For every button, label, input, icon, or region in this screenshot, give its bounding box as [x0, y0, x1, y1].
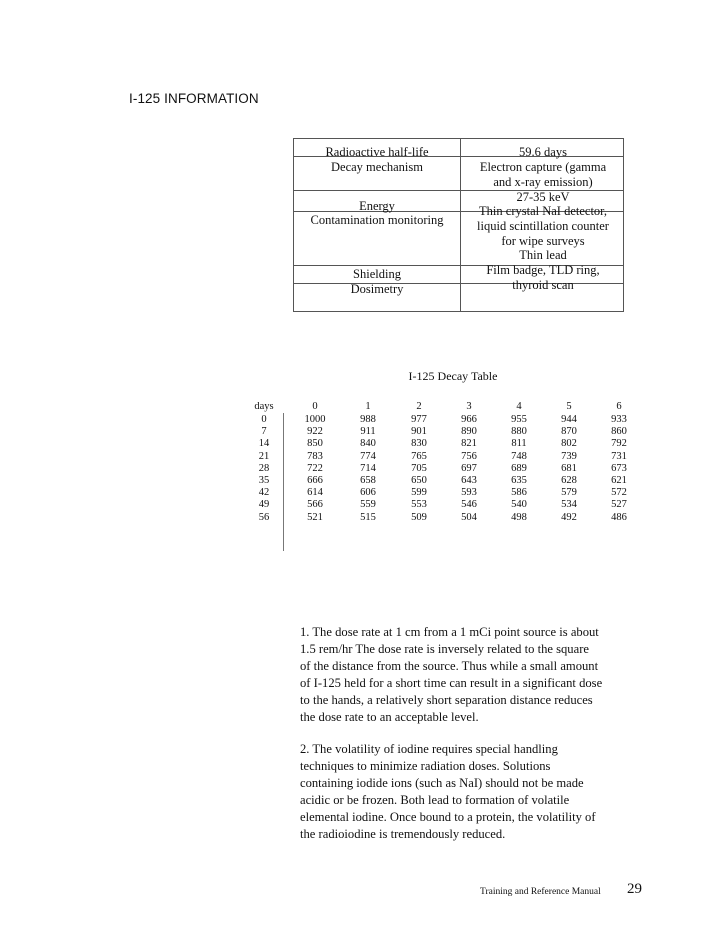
note-line: elemental iodine. Once bound to a protein, the volatility of	[300, 810, 596, 824]
decay-value-cell: 527	[611, 499, 627, 511]
decay-value-cell: 802	[561, 438, 577, 450]
days-cell: 21	[258, 450, 270, 462]
decay-value-cell: 811	[511, 438, 527, 450]
decay-value-cell: 901	[411, 426, 427, 438]
decay-value-cell: 722	[307, 462, 323, 474]
note-line: 1.5 rem/hr The dose rate is inversely related to the square	[300, 642, 589, 656]
column-header: 5	[566, 401, 572, 412]
page-number: 29	[627, 881, 642, 897]
decay-value-cell: 792	[611, 438, 627, 450]
decay-value-cell: 593	[461, 487, 477, 499]
decay-value-cell: 765	[411, 450, 427, 462]
note-dose-rate	[300, 624, 630, 726]
note-line: techniques to minimize radiation doses. Solutions	[300, 759, 551, 773]
decay-table-title: I-125 Decay Table	[408, 369, 498, 383]
page-heading: I-125 INFORMATION	[129, 91, 259, 106]
decay-value-cell: 599	[411, 487, 427, 499]
decay-value-cell: 966	[461, 414, 477, 425]
column-header: 1	[365, 401, 371, 412]
decay-value-cell: 666	[307, 475, 323, 486]
decay-value-cell: 697	[461, 462, 477, 474]
decay-value-cell: 840	[360, 438, 376, 450]
contamination-label: Contamination monitoring	[310, 213, 444, 227]
decay-value-cell: 911	[360, 426, 376, 438]
decay-value-cell: 681	[561, 462, 577, 474]
note-line: the dose rate to an acceptable level.	[300, 710, 479, 724]
decay-value-cell: 821	[461, 438, 477, 450]
decay-value-cell: 774	[360, 450, 376, 462]
column-header: 0	[312, 401, 318, 412]
note-volatility	[300, 741, 630, 843]
decay-value-cell: 534	[561, 499, 577, 511]
decay-value-cell: 579	[561, 487, 577, 499]
half-life-label: Radioactive half-life	[325, 145, 429, 159]
decay-value-cell: 521	[307, 511, 323, 523]
decay-value-cell: 621	[611, 475, 627, 486]
decay-value-cell: 628	[561, 475, 577, 486]
decay-mechanism-value: Electron capture (gamma	[479, 160, 607, 174]
decay-value-cell: 635	[511, 475, 527, 486]
decay-value-cell: 658	[360, 475, 376, 486]
energy-label: Energy	[359, 199, 395, 213]
decay-mechanism-value: and x-ray emission)	[493, 175, 593, 189]
decay-value-cell: 955	[511, 414, 527, 425]
decay-value-cell: 714	[360, 462, 376, 474]
footer-label: Training and Reference Manual	[480, 887, 601, 897]
half-life-value: 59.6 days	[519, 145, 567, 159]
days-cell: 56	[258, 511, 270, 523]
decay-value-cell: 748	[511, 450, 527, 462]
decay-value-cell: 673	[611, 462, 627, 474]
contamination-value: for wipe surveys	[501, 234, 585, 248]
decay-value-cell: 870	[561, 426, 577, 438]
dosimetry-label: Dosimetry	[350, 282, 404, 296]
decay-value-cell: 988	[360, 414, 376, 425]
decay-value-cell: 890	[461, 426, 477, 438]
decay-value-cell: 850	[307, 438, 323, 450]
contamination-value: Thin crystal NaI detector,	[479, 204, 607, 218]
decay-value-cell: 756	[461, 450, 477, 462]
column-header: 2	[416, 401, 422, 412]
info-table	[293, 138, 624, 312]
days-cell: 14	[258, 438, 270, 450]
decay-value-cell: 566	[307, 499, 323, 511]
note-line: containing iodide ions (such as NaI) should not be made	[300, 776, 584, 790]
decay-value-cell: 546	[461, 499, 477, 511]
decay-value-cell: 1000	[304, 414, 326, 425]
decay-value-cell: 553	[411, 499, 427, 511]
decay-value-cell: 643	[461, 475, 477, 486]
decay-value-cell: 492	[561, 511, 577, 523]
decay-value-cell: 739	[561, 450, 577, 462]
decay-value-cell: 705	[411, 462, 427, 474]
days-cell: 28	[258, 462, 270, 474]
decay-value-cell: 486	[611, 511, 627, 523]
decay-mechanism-label: Decay mechanism	[331, 160, 423, 174]
shielding-value: Thin lead	[519, 248, 567, 262]
column-header: 4	[516, 401, 522, 412]
days-cell: 49	[258, 499, 270, 511]
decay-value-cell: 614	[307, 487, 323, 499]
dosimetry-value: Film badge, TLD ring,	[486, 263, 600, 277]
decay-table-divider	[283, 413, 284, 551]
shielding-label: Shielding	[353, 267, 401, 281]
note-line: of I-125 held for a short time can result in a significant dose	[300, 676, 603, 690]
note-line: to the hands, a relatively short separation distance reduces	[300, 693, 593, 707]
days-header: days	[254, 401, 274, 412]
decay-value-cell: 977	[411, 414, 427, 425]
decay-value-cell: 922	[307, 426, 323, 438]
decay-value-cell: 731	[611, 450, 627, 462]
decay-value-cell: 559	[360, 499, 376, 511]
note-line: 2. The volatility of iodine requires special handling	[300, 742, 558, 756]
dosimetry-value: thyroid scan	[512, 278, 574, 292]
note-line: the radioiodine is tremendously reduced.	[300, 827, 506, 841]
decay-value-cell: 830	[411, 438, 427, 450]
column-header: 3	[466, 401, 472, 412]
decay-value-cell: 783	[307, 450, 323, 462]
decay-value-cell: 689	[511, 462, 527, 474]
decay-value-cell: 933	[611, 414, 627, 425]
decay-value-cell: 860	[611, 426, 627, 438]
decay-value-cell: 586	[511, 487, 527, 499]
decay-value-cell: 498	[511, 511, 527, 523]
days-cell: 0	[261, 414, 267, 425]
decay-value-cell: 944	[561, 414, 577, 425]
decay-value-cell: 515	[360, 511, 376, 523]
decay-value-cell: 509	[411, 511, 427, 523]
contamination-value: liquid scintillation counter	[477, 219, 609, 233]
decay-value-cell: 572	[611, 487, 627, 499]
days-cell: 35	[258, 475, 270, 486]
energy-value: 27-35 keV	[516, 190, 570, 204]
column-header: 6	[616, 401, 622, 412]
days-cell: 42	[258, 487, 270, 499]
decay-value-cell: 650	[411, 475, 427, 486]
note-line: 1. The dose rate at 1 cm from a 1 mCi point source is about	[300, 625, 599, 639]
decay-value-cell: 540	[511, 499, 527, 511]
note-line: of the distance from the source. Thus while a small amount	[300, 659, 599, 673]
decay-value-cell: 606	[360, 487, 376, 499]
note-line: acidic or be frozen. Both lead to formation of volatile	[300, 793, 570, 807]
days-cell: 7	[261, 426, 267, 438]
decay-value-cell: 504	[461, 511, 477, 523]
decay-value-cell: 880	[511, 426, 527, 438]
